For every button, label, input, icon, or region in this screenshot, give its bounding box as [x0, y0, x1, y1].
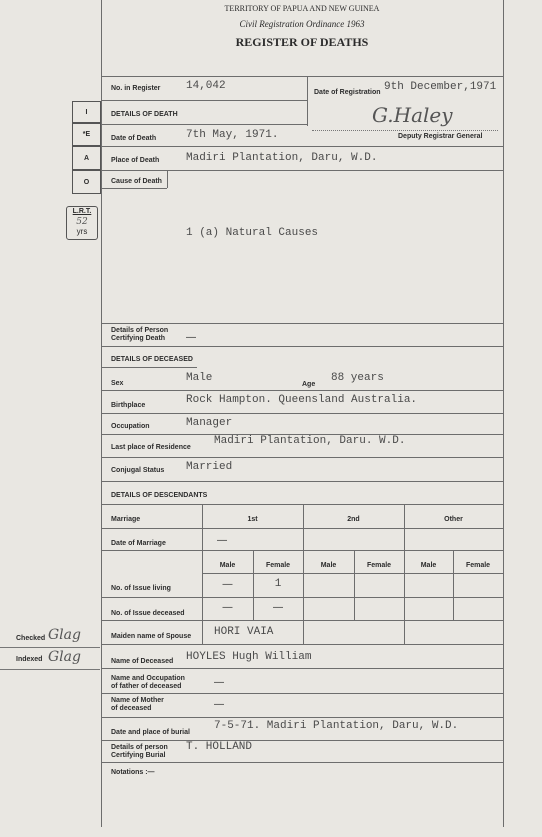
residence-label: Last place of Residence — [111, 444, 191, 451]
birthplace-label: Birthplace — [111, 402, 146, 409]
issue-living-label: No. of Issue living — [111, 585, 171, 592]
registrar-signature: G.Haley — [372, 103, 453, 127]
birthplace-value: Rock Hampton. Queensland Australia. — [186, 394, 418, 406]
spouse-label: Maiden name of Spouse — [111, 633, 192, 640]
sex-label: Sex — [111, 380, 124, 387]
marriage-col-2nd: 2nd — [347, 516, 360, 523]
conjugal-label: Conjugal Status — [111, 467, 165, 474]
right-frame-line — [503, 0, 504, 827]
indexed-label: Indexed — [16, 656, 43, 663]
issue-living-male: — — [222, 579, 233, 590]
burial-value: 7-5-71. Madiri Plantation, Daru, W.D. — [214, 720, 459, 732]
issue-deceased-female: — — [273, 602, 283, 613]
sex-col-male-2: Male — [320, 562, 337, 569]
top-rule — [101, 76, 503, 77]
deceased-name-value: HOYLES Hugh William — [186, 651, 312, 663]
sex-value: Male — [186, 372, 213, 384]
age-label: Age — [302, 381, 316, 388]
death-place-label: Place of Death — [111, 157, 160, 164]
registration-date-value: 9th December,1971 — [384, 81, 497, 93]
descendants-section-label: DETAILS OF DESCENDANTS — [111, 492, 208, 499]
margin-box-i: I — [72, 101, 101, 123]
death-date-value: 7th May, 1971. — [186, 129, 279, 141]
margin-box-o: O — [72, 170, 101, 194]
sex-col-female-other: Female — [465, 562, 491, 569]
register-no-value: 14,042 — [186, 80, 226, 92]
deputy-registrar-label: Deputy Registrar General — [398, 133, 483, 140]
marriage-label: Marriage — [111, 516, 141, 523]
father-value: — — [214, 677, 224, 688]
mother-value: — — [214, 699, 224, 710]
death-place-value: Madiri Plantation, Daru, W.D. — [186, 152, 378, 164]
lrt-stamp — [66, 206, 98, 240]
burial-label: Date and place of burial — [111, 729, 190, 736]
mother-label: Name of Mother of deceased — [111, 697, 164, 712]
registration-date-label: Date of Registration — [314, 89, 381, 96]
burial-certifier-value: T. HOLLAND — [186, 741, 253, 753]
sex-col-female-2: Female — [366, 562, 392, 569]
burial-certifier-label: Details of person Certifying Burial — [111, 744, 168, 759]
deceased-name-label: Name of Deceased — [111, 658, 174, 665]
checked-label: Checked — [16, 635, 46, 642]
register-no-label: No. in Register — [111, 85, 161, 92]
death-section-label: DETAILS OF DEATH — [111, 111, 178, 118]
sex-col-female-1: Female — [265, 562, 291, 569]
deceased-section-label: DETAILS OF DECEASED — [111, 356, 193, 363]
certifying-death-value: — — [186, 332, 196, 343]
certifying-death-label: Details of Person Certifying Death — [111, 327, 169, 342]
checked-initials: Glag — [48, 627, 81, 643]
issue-living-female: 1 — [274, 578, 282, 590]
ordinance-heading: Civil Registration Ordinance 1963 — [239, 19, 365, 29]
occupation-value: Manager — [186, 417, 233, 429]
issue-deceased-label: No. of Issue deceased — [111, 610, 185, 617]
father-label: Name and Occupation of father of deceased — [111, 675, 185, 690]
age-value: 88 years — [331, 372, 384, 384]
marriage-col-other: Other — [444, 516, 463, 523]
page-title: REGISTER OF DEATHS — [235, 35, 369, 49]
sex-col-male-other: Male — [420, 562, 437, 569]
residence-value: Madiri Plantation, Daru. W.D. — [214, 435, 406, 447]
cause-label: Cause of Death — [111, 178, 162, 185]
margin-box-a: A — [72, 146, 101, 170]
date-of-marriage-value: — — [217, 535, 227, 546]
marriage-col-1st: 1st — [247, 516, 258, 523]
indexed-initials: Glag — [48, 649, 81, 665]
death-date-label: Date of Death — [111, 135, 157, 142]
sex-col-male-1: Male — [219, 562, 236, 569]
register-divider — [307, 76, 308, 126]
occupation-label: Occupation — [111, 423, 150, 430]
cause-value: 1 (a) Natural Causes — [186, 227, 319, 239]
notations-label: Notations :— — [111, 769, 155, 776]
lrt-unit: yrs — [76, 227, 88, 236]
issue-deceased-male: — — [222, 602, 233, 613]
date-of-marriage-label: Date of Marriage — [111, 540, 166, 547]
lrt-value: 52 — [76, 217, 88, 227]
spouse-value: HORI VAIA — [214, 626, 274, 638]
margin-box-e: *E — [72, 123, 101, 146]
conjugal-value: Married — [186, 461, 233, 473]
territory-heading: TERRITORY OF PAPUA AND NEW GUINEA — [224, 4, 380, 13]
lrt-label: L.R.T. — [72, 208, 92, 215]
